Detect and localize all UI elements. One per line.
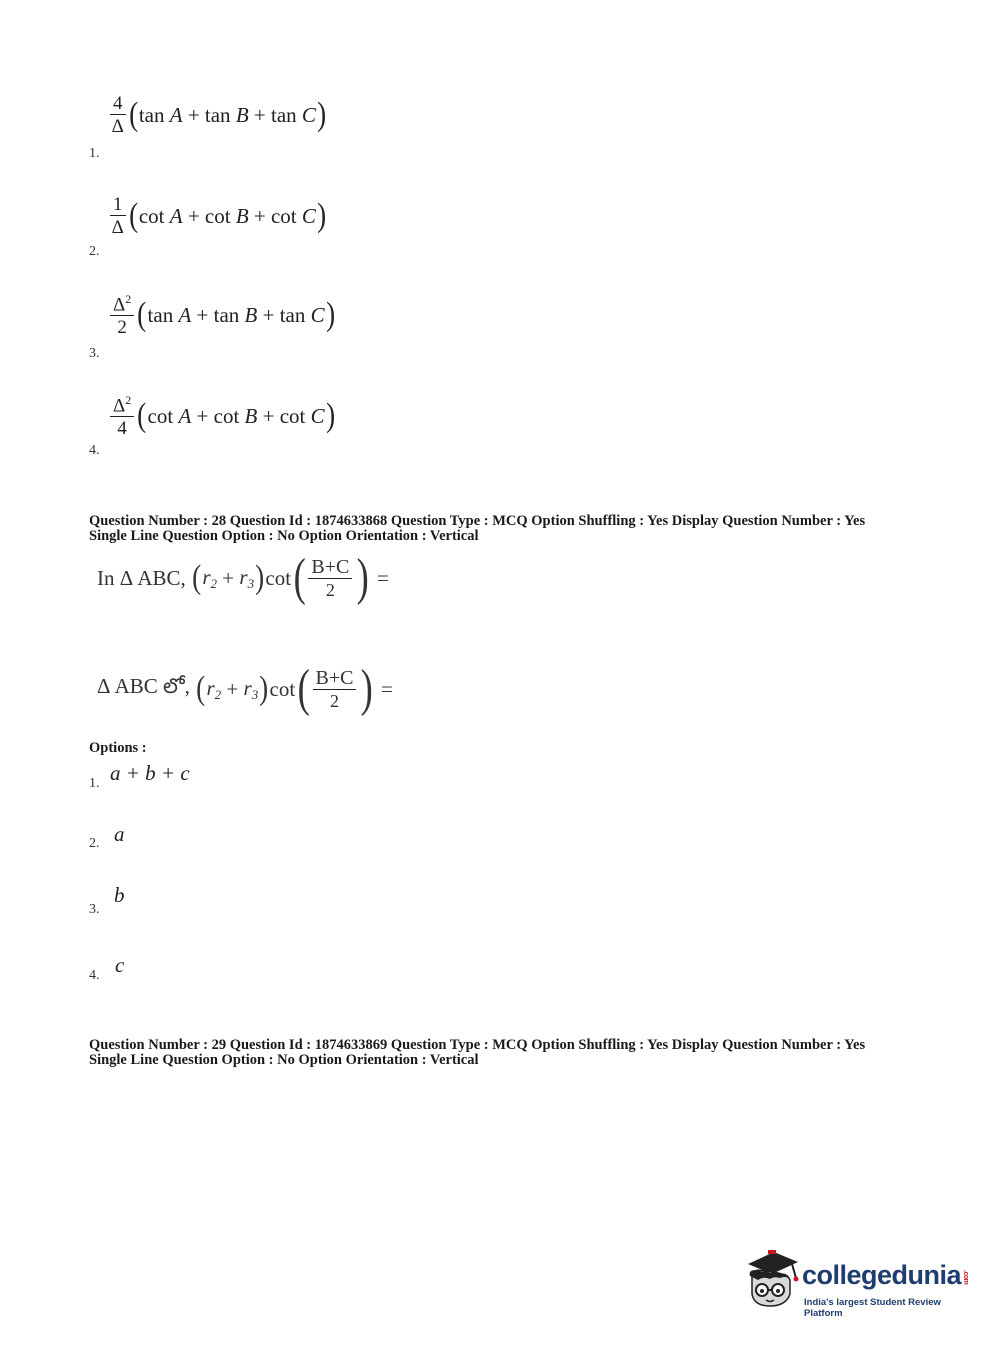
term: C bbox=[310, 403, 325, 428]
r2 bbox=[202, 565, 217, 592]
numerator: B+C bbox=[308, 557, 352, 579]
open-paren: ( bbox=[297, 660, 310, 717]
term: A bbox=[169, 203, 183, 228]
option-number: 2. bbox=[89, 244, 100, 259]
r2-base: r bbox=[202, 564, 211, 589]
denominator: Δ bbox=[111, 116, 124, 137]
open-paren: ( bbox=[128, 197, 138, 234]
prev-option-2-expression: $\frac{1}{\Delta}$ ( cot A + cot B + cot C ) bbox=[111, 194, 327, 238]
func: cot bbox=[147, 403, 174, 428]
question-28-meta bbox=[89, 514, 865, 544]
brand-name bbox=[802, 1260, 969, 1291]
denominator: Δ bbox=[111, 217, 124, 238]
equals: = bbox=[376, 565, 389, 590]
brand-text: collegedunia bbox=[802, 1260, 962, 1290]
func: tan bbox=[204, 102, 231, 127]
numerator: 1 bbox=[110, 195, 126, 216]
numerator bbox=[110, 293, 134, 316]
term: B bbox=[244, 302, 258, 327]
numerator-exponent: 2 bbox=[125, 393, 132, 407]
term: B bbox=[235, 203, 249, 228]
r2-base: r bbox=[206, 675, 215, 700]
r2-subscript: 2 bbox=[210, 575, 218, 591]
r2-subscript: 2 bbox=[214, 686, 222, 702]
option-number: 3. bbox=[89, 902, 100, 917]
r3-subscript: 3 bbox=[251, 686, 259, 702]
denominator: 2 bbox=[325, 580, 335, 600]
equals: = bbox=[381, 676, 393, 701]
close-paren: ) bbox=[325, 296, 335, 334]
meta-line-2: Single Line Question Option : No Option Orientation : Vertical bbox=[89, 528, 479, 544]
close-paren: ) bbox=[361, 660, 374, 717]
question-28-telugu: Δ ABC లో, ( $r_2$ + $r_3$ ) cot ( $\frac{B+C}{2}$ ) = bbox=[97, 660, 393, 717]
func: cot bbox=[269, 676, 296, 701]
fraction bbox=[110, 293, 134, 337]
func: cot bbox=[204, 203, 231, 228]
func: tan bbox=[213, 302, 240, 327]
close-paren: ) bbox=[317, 96, 327, 133]
denominator: 4 bbox=[117, 418, 127, 440]
numerator: 4 bbox=[110, 94, 126, 115]
open-paren: ( bbox=[196, 670, 206, 707]
term: C bbox=[301, 102, 316, 127]
question-prefix: Δ ABC లో, bbox=[97, 674, 190, 698]
question-prefix: In Δ ABC, bbox=[97, 565, 186, 590]
numerator: B+C bbox=[313, 668, 357, 690]
term: A bbox=[178, 403, 192, 428]
option-number: 1. bbox=[89, 776, 100, 791]
term: A bbox=[178, 302, 192, 327]
option-number: 1. bbox=[89, 146, 100, 161]
func: tan bbox=[279, 302, 306, 327]
func: tan bbox=[270, 102, 297, 127]
meta-line-1: Question Number : 28 Question Id : 1874633868 Question Type : MCQ Option Shuffling : Yes Display Question Number : Yes bbox=[89, 513, 866, 529]
func: cot bbox=[270, 203, 297, 228]
func: tan bbox=[138, 102, 165, 127]
term: A bbox=[169, 102, 183, 127]
open-paren: ( bbox=[137, 296, 147, 334]
option-text: a bbox=[114, 822, 125, 846]
close-paren: ) bbox=[255, 559, 265, 596]
numerator bbox=[110, 394, 134, 417]
func: cot bbox=[213, 403, 240, 428]
prev-option-4-expression: $\frac{\Delta^2}{4}$ ( cot A + cot B + cot C ) bbox=[110, 394, 336, 438]
fraction bbox=[110, 394, 134, 438]
denominator: 2 bbox=[329, 691, 339, 711]
tagline: India's largest Student Review Platform bbox=[804, 1297, 941, 1319]
term: B bbox=[244, 403, 258, 428]
meta-line-2: Single Line Question Option : No Option Orientation : Vertical bbox=[89, 1052, 479, 1068]
prev-option-1-expression: $\frac{4}{\Delta}$ ( tan A + tan B + tan C ) bbox=[111, 93, 327, 137]
term: B bbox=[235, 102, 249, 127]
r3 bbox=[239, 565, 254, 592]
open-paren: ( bbox=[137, 397, 147, 435]
meta-line-1: Question Number : 29 Question Id : 1874633869 Question Type : MCQ Option Shuffling : Yes Display Question Number : Yes bbox=[89, 1037, 866, 1053]
option-number: 4. bbox=[89, 968, 100, 983]
numerator-exponent: 2 bbox=[125, 292, 132, 306]
r3-base: r bbox=[239, 564, 248, 589]
fraction bbox=[313, 668, 357, 710]
denominator: 2 bbox=[117, 317, 127, 339]
option-text: b bbox=[114, 883, 125, 907]
term: C bbox=[310, 302, 325, 327]
mascot-icon bbox=[740, 1248, 802, 1310]
open-paren: ( bbox=[192, 559, 202, 596]
question-29-meta bbox=[89, 1038, 865, 1068]
option-number: 3. bbox=[89, 346, 100, 361]
func: cot bbox=[279, 403, 306, 428]
func: tan bbox=[147, 302, 174, 327]
question-28-english: In Δ ABC, ( $r_2$ + $r_3$ ) cot ( $\frac{B+C}{2}$ ) = bbox=[97, 549, 389, 606]
close-paren: ) bbox=[325, 397, 335, 435]
open-paren: ( bbox=[293, 549, 306, 606]
brand-suffix: .com bbox=[962, 1269, 970, 1285]
numerator-base: Δ bbox=[113, 294, 126, 316]
prev-option-3-expression: $\frac{\Delta^2}{2}$ ( tan A + tan B + tan C ) bbox=[110, 293, 336, 337]
fraction bbox=[308, 557, 352, 599]
option-text: a + b + c bbox=[110, 761, 190, 785]
func: cot bbox=[138, 203, 165, 228]
func: cot bbox=[265, 565, 292, 590]
option-number: 2. bbox=[89, 836, 100, 851]
options-label: Options : bbox=[89, 740, 147, 756]
numerator-base: Δ bbox=[113, 395, 126, 417]
fraction bbox=[110, 94, 126, 136]
r3-subscript: 3 bbox=[247, 575, 255, 591]
option-number: 4. bbox=[89, 443, 100, 458]
fraction bbox=[110, 195, 126, 237]
collegedunia-logo bbox=[740, 1248, 970, 1318]
open-paren: ( bbox=[128, 96, 138, 133]
option-text: c bbox=[115, 953, 125, 977]
r3-base: r bbox=[243, 675, 252, 700]
r3 bbox=[244, 676, 259, 703]
close-paren: ) bbox=[259, 670, 269, 707]
r2 bbox=[206, 676, 221, 703]
close-paren: ) bbox=[356, 549, 370, 606]
term: C bbox=[301, 203, 316, 228]
close-paren: ) bbox=[317, 197, 327, 234]
